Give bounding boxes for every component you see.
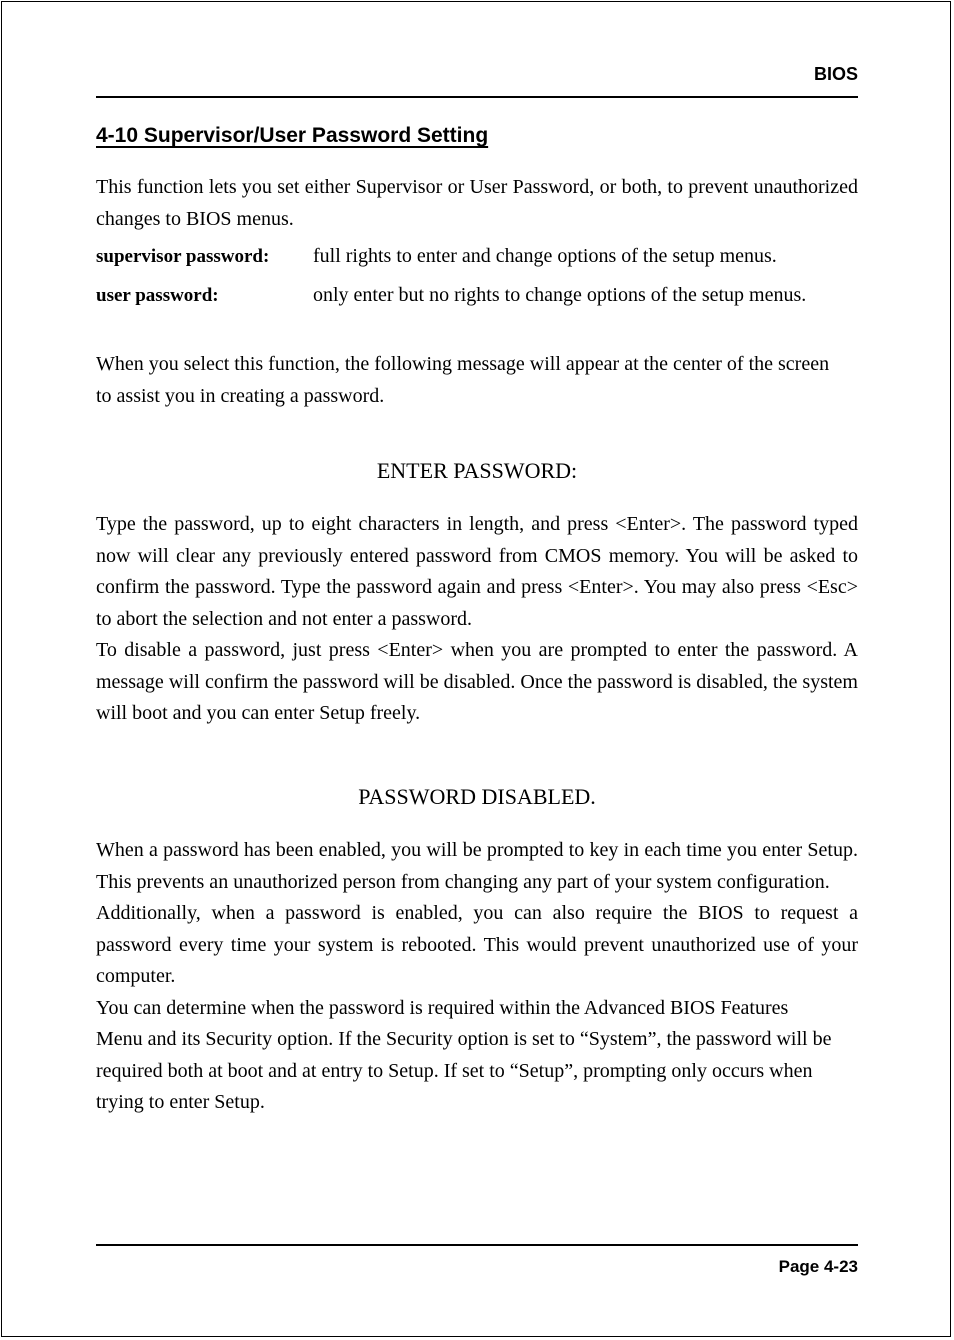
running-header: BIOS bbox=[813, 64, 858, 84]
paragraph: To disable a password, just press <Enter> when you are prompted to enter the password. A message will confirm the password will be disabled. Once the password is disabled, the system will boot and you can enter Setup freely. bbox=[96, 639, 858, 724]
definition-desc: full rights to enter and change options of the setup menus. bbox=[313, 245, 777, 267]
section-title: 4-10 Supervisor/User Password Setting bbox=[96, 124, 489, 147]
definition-term: user password: bbox=[96, 285, 219, 306]
footer-rule bbox=[96, 1244, 858, 1246]
definition-term: supervisor password: bbox=[96, 246, 270, 267]
header-rule bbox=[96, 96, 858, 98]
paragraph: Additionally, when a password is enabled, you can also require the BIOS to request a password every time your system is rebooted. This would prevent unauthorized use of your computer. bbox=[96, 902, 858, 987]
type-password-paragraphs bbox=[96, 509, 858, 730]
select-text: When you select this function, the following message will appear at the center of the screen to assist you in creating a password. bbox=[96, 353, 830, 407]
enabled-password-paragraphs bbox=[96, 835, 858, 1119]
paragraph: You can determine when the password is required within the Advanced BIOS Features Menu and its Security option. If the Security option is set to “System”, the password will be required both at boot and at entry to Setup. If set to “Setup”, prompting only occurs when trying to enter Setup. bbox=[96, 996, 832, 1113]
message-password-disabled: PASSWORD DISABLED. bbox=[358, 784, 596, 809]
paragraph: Type the password, up to eight characters in length, and press <Enter>. The password typed now will clear any previously entered password from CMOS memory. You will be asked to confirm the password. Type the password again and press <Enter>. You may also press <Esc> to abort the selection and not enter a password. bbox=[96, 513, 858, 630]
select-paragraph bbox=[96, 349, 841, 412]
paragraph: When a password has been enabled, you will be prompted to key in each time you enter Setup. This prevents an unauthorized person from changing any part of your system configuration. bbox=[96, 839, 858, 893]
intro-text: This function lets you set either Supervisor or User Password, or both, to prevent unauthorized changes to BIOS menus. bbox=[96, 176, 858, 230]
intro-paragraph bbox=[96, 172, 858, 235]
definition-desc: only enter but no rights to change options of the setup menus. bbox=[313, 284, 807, 306]
definition-user bbox=[96, 280, 858, 343]
page-number: Page 4-23 bbox=[778, 1257, 858, 1276]
definition-supervisor bbox=[96, 241, 858, 273]
message-enter-password: ENTER PASSWORD: bbox=[376, 458, 578, 483]
